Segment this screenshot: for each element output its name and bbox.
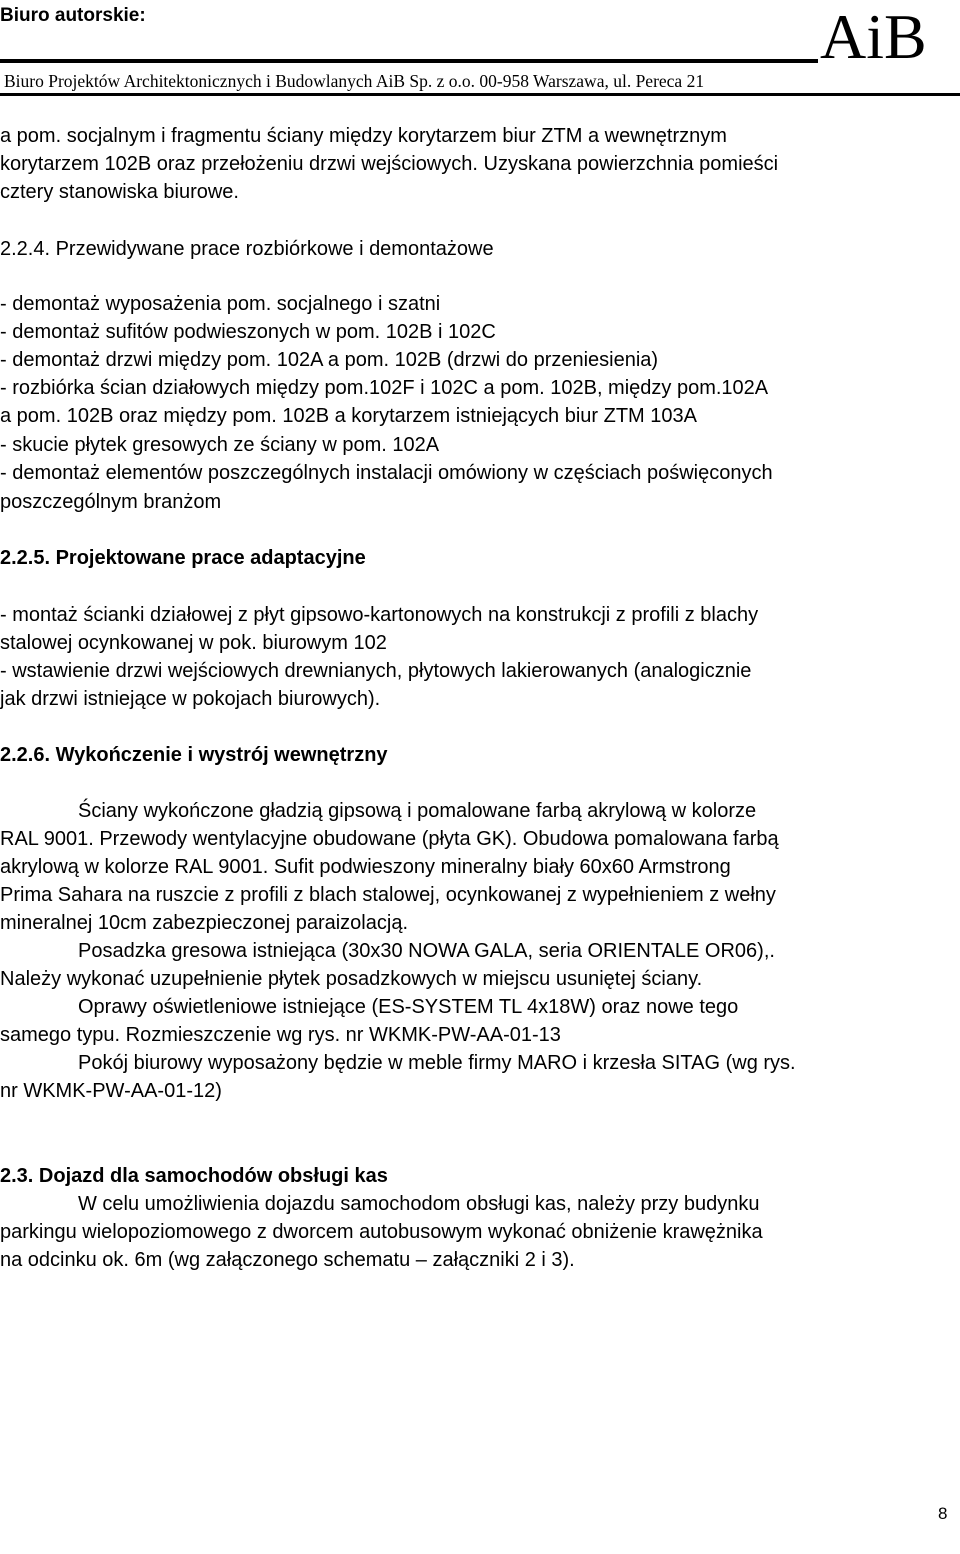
- list-item: - rozbiórka ścian działowych między pom.102F i 102C a pom. 102B, między pom.102A: [0, 377, 769, 399]
- header-company-address: Biuro Projektów Architektonicznych i Budowlanych AiB Sp. z o.o. 00-958 Warszawa, ul. Pereca 21: [4, 71, 705, 91]
- list-item: poszczególnym branżom: [0, 491, 222, 513]
- paragraph-line: Pokój biurowy wyposażony będzie w meble firmy MARO i krzesła SITAG (wg rys.: [78, 1052, 796, 1074]
- body-line: korytarzem 102B oraz przełożeniu drzwi wejściowych. Uzyskana powierzchnia pomieści: [0, 153, 779, 175]
- list-item: - demontaż elementów poszczególnych instalacji omówiony w częściach poświęconych: [0, 462, 773, 484]
- list-item: - demontaż wyposażenia pom. socjalnego i szatni: [0, 293, 441, 315]
- paragraph-line: na odcinku ok. 6m (wg załączonego schematu – załączniki 2 i 3).: [0, 1249, 575, 1271]
- paragraph-line: samego typu. Rozmieszczenie wg rys. nr WKMK-PW-AA-01-13: [0, 1024, 561, 1046]
- section-heading-2-2-4: 2.2.4. Przewidywane prace rozbiórkowe i demontażowe: [0, 238, 494, 260]
- section-heading-2-3: 2.3. Dojazd dla samochodów obsługi kas: [0, 1165, 388, 1187]
- list-item: jak drzwi istniejące w pokojach biurowych).: [0, 688, 381, 710]
- list-item: - montaż ścianki działowej z płyt gipsowo-kartonowych na konstrukcji z profili z blachy: [0, 604, 759, 626]
- paragraph-line: Ściany wykończone gładzią gipsową i pomalowane farbą akrylową w kolorze: [78, 800, 757, 822]
- list-item: - demontaż sufitów podwieszonych w pom. 102B i 102C: [0, 321, 496, 343]
- list-item: stalowej ocynkowanej w pok. biurowym 102: [0, 632, 387, 654]
- paragraph-line: Należy wykonać uzupełnienie płytek posadzkowych w miejscu usuniętej ściany.: [0, 968, 703, 990]
- section-heading-2-2-6: 2.2.6. Wykończenie i wystrój wewnętrzny: [0, 744, 388, 766]
- list-item: - wstawienie drzwi wejściowych drewnianych, płytowych lakierowanych (analogicznie: [0, 660, 752, 682]
- header-label: Biuro autorskie:: [0, 5, 146, 26]
- section-heading-2-2-5: 2.2.5. Projektowane prace adaptacyjne: [0, 547, 366, 569]
- paragraph-line: akrylową w kolorze RAL 9001. Sufit podwieszony mineralny biały 60x60 Armstrong: [0, 856, 731, 878]
- paragraph-line: Oprawy oświetleniowe istniejące (ES-SYSTEM TL 4x18W) oraz nowe tego: [78, 996, 739, 1018]
- body-line: cztery stanowiska biurowe.: [0, 181, 239, 203]
- company-logo: [818, 0, 960, 66]
- header-divider: [0, 93, 960, 96]
- paragraph-line: nr WKMK-PW-AA-01-12): [0, 1080, 222, 1102]
- list-item: - skucie płytek gresowych ze ściany w pom. 102A: [0, 434, 440, 456]
- paragraph-line: Prima Sahara na ruszcie z profili z blach stalowej, ocynkowanej z wypełnieniem z wełny: [0, 884, 776, 906]
- paragraph-line: mineralnej 10cm zabezpieczonej paraizolacją.: [0, 912, 408, 934]
- paragraph-line: parkingu wielopoziomowego z dworcem autobusowym wykonać obniżenie krawężnika: [0, 1221, 763, 1243]
- paragraph-line: RAL 9001. Przewody wentylacyjne obudowane (płyta GK). Obudowa pomalowana farbą: [0, 828, 779, 850]
- header-rule: [0, 59, 818, 63]
- list-item: a pom. 102B oraz między pom. 102B a korytarzem istniejących biur ZTM 103A: [0, 405, 697, 427]
- page-number: 8: [938, 1504, 948, 1523]
- list-item: - demontaż drzwi między pom. 102A a pom. 102B (drzwi do przeniesienia): [0, 349, 659, 371]
- body-line: a pom. socjalnym i fragmentu ściany między korytarzem biur ZTM a wewnętrznym: [0, 125, 727, 147]
- paragraph-line: Posadzka gresowa istniejąca (30x30 NOWA GALA, seria ORIENTALE OR06),.: [78, 940, 775, 962]
- svg-text:AiB: AiB: [820, 1, 927, 66]
- paragraph-line: W celu umożliwienia dojazdu samochodom obsługi kas, należy przy budynku: [78, 1193, 760, 1215]
